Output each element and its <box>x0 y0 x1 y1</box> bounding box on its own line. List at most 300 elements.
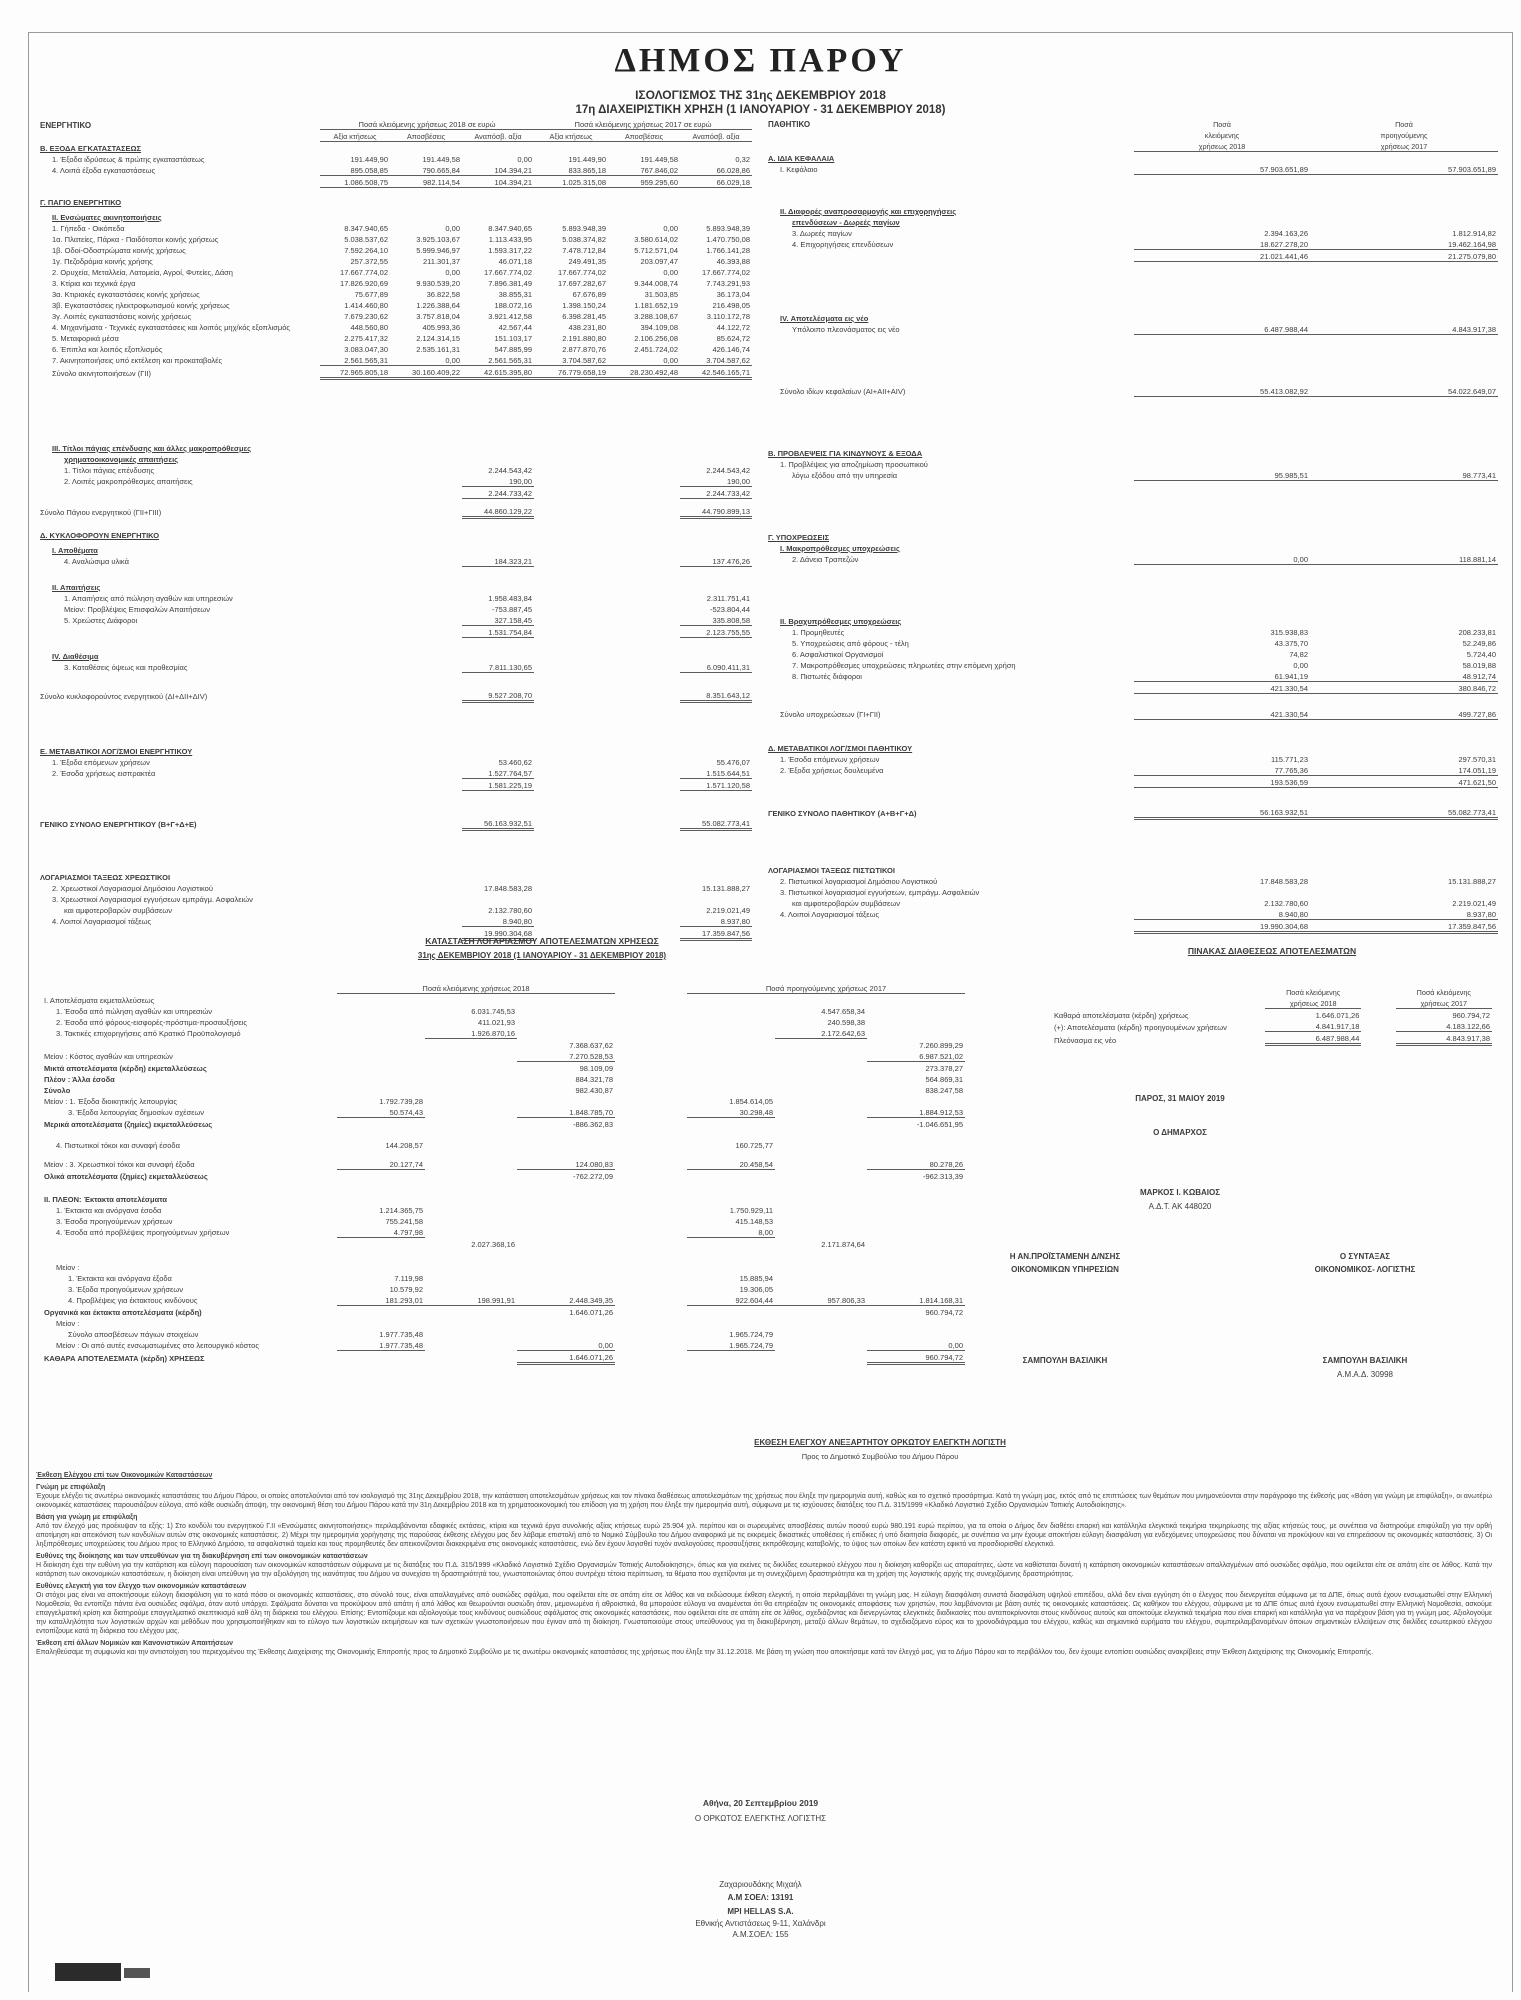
amount-cell: 982.114,54 <box>390 175 462 187</box>
amount-cell: 18.627.278,20 <box>1134 238 1310 250</box>
amount-cell <box>390 767 462 779</box>
amount-cell: 3.110.172,78 <box>706 311 750 321</box>
amount-cell: 3.083.047,30 <box>344 344 388 354</box>
amount-cell: 1.414.460,80 <box>344 300 388 310</box>
table-row <box>38 778 752 790</box>
table-row <box>42 1350 1042 1363</box>
row-label: Ι. Αποθέματα <box>52 545 98 555</box>
gap-cell <box>615 1061 687 1073</box>
amount-cell: 17.848.583,28 <box>1260 876 1308 886</box>
income-rows <box>42 994 1042 1364</box>
amount-cell: 151.103,17 <box>494 333 532 343</box>
amount-cell: 957.806,33 <box>775 1294 867 1306</box>
amount-cell <box>320 904 390 915</box>
amount-cell: 1.646.071,26 <box>517 1350 615 1363</box>
table-row <box>766 708 1498 720</box>
amount-cell: 190,00 <box>462 475 534 487</box>
row-label: 5. Υποχρεώσεις από φόρους - τέλη <box>792 638 909 648</box>
amount-cell: 1.593.317,22 <box>488 245 532 255</box>
row-label: 2. Έξοδα χρήσεως δουλευμένα <box>780 766 884 775</box>
amount-cell <box>608 778 680 790</box>
amount-cell <box>608 486 680 498</box>
amount-cell: 5.038.537,62 <box>344 234 388 244</box>
table-row <box>42 1294 1042 1306</box>
row-label: Μείον : 3. Χρεωστικοί τόκοι και συναφή έξοδα <box>44 1160 195 1169</box>
amount-cell <box>608 625 680 637</box>
amount-cell: 54.022.649,07 <box>1310 385 1498 397</box>
amount-cell: 30.298,48 <box>687 1106 775 1118</box>
amount-cell <box>608 464 680 475</box>
table-row <box>766 458 1498 469</box>
amount-cell <box>425 1226 517 1238</box>
spacer-row <box>42 1181 1042 1193</box>
amount-cell: 67.676,89 <box>572 289 606 299</box>
amount-cell: 72.965.805,18 <box>320 365 390 378</box>
amount-cell: 74,82 <box>1289 649 1308 659</box>
amount-cell: 7.260.899,29 <box>919 1040 963 1050</box>
table-row <box>766 396 1498 447</box>
row-label: 1. Έσοδα από πώληση αγαθών και υπηρεσιών <box>56 1006 212 1016</box>
amount-cell: 6.487.988,44 <box>1265 1032 1361 1045</box>
row-label <box>38 778 320 790</box>
spacer-cell <box>766 140 1134 152</box>
amount-cell: 0,32 <box>735 154 750 164</box>
amount-cell: 1.214.365,75 <box>379 1205 423 1215</box>
table-row <box>38 453 752 464</box>
amount-cell: 188.072,16 <box>494 300 532 310</box>
amount-cell: 6.398.281,45 <box>562 311 606 321</box>
amount-cell: 5.712.571,04 <box>634 245 678 255</box>
amount-cell: 30.160.409,22 <box>390 365 462 378</box>
amount-cell: 8.937,80 <box>1310 908 1498 920</box>
amount-cell <box>517 1237 615 1249</box>
amount-cell <box>867 1095 965 1106</box>
amount-cell: 1.531.754,84 <box>462 625 534 637</box>
table-row <box>38 321 752 332</box>
spacer-cell <box>615 982 687 994</box>
gap-cell <box>615 1027 687 1039</box>
gap-cell <box>615 1272 687 1283</box>
table-row <box>42 1305 1042 1317</box>
table-row <box>42 1249 1042 1261</box>
amount-cell: -1.046.651,95 <box>916 1119 963 1129</box>
amount-cell: 1.814.168,31 <box>867 1294 965 1306</box>
doc-subtitle-2: 17η ΔΙΑΧΕΙΡΙΣΤΙΚΗ ΧΡΗΣΗ (1 ΙΑΝΟΥΑΡΙΟΥ - 31 ΔΕΚΕΜΒΡΙΟΥ 2018) <box>575 104 946 116</box>
amount-cell: 1.571.120,58 <box>680 778 752 790</box>
row-label <box>766 249 1134 261</box>
amount-cell: 66.028,86 <box>680 164 752 176</box>
note-heading: Γνώμη με επιφύλαξη <box>36 1484 106 1491</box>
amount-cell: 2.027.368,16 <box>471 1239 515 1249</box>
amount-cell: 2.124.314,15 <box>416 333 460 343</box>
amount-cell <box>425 1283 517 1294</box>
amount-cell <box>867 1204 965 1215</box>
row-label: 4. Έσοδα από προβλέψεις προηγούμενων χρήσεων <box>56 1228 230 1237</box>
amount-cell: 55.476,07 <box>716 757 750 767</box>
amount-cell: 124.080,83 <box>517 1158 615 1170</box>
amount-cell: 1.646.071,26 <box>1315 1011 1360 1020</box>
table-row <box>766 564 1498 615</box>
row-label <box>766 919 1134 932</box>
table-row <box>766 480 1498 531</box>
row-label: Πλέον : Άλλα έσοδα <box>44 1074 115 1084</box>
amount-cell: 2.106.256,08 <box>634 333 678 343</box>
row-label: ΛΟΓΑΡΙΑΣΜΟΙ ΤΑΞΕΩΣ ΠΙΣΤΩΤΙΚΟΙ <box>768 865 895 875</box>
row-label: Ι. Κεφάλαιο <box>780 165 818 174</box>
assets-col-group-2017: Ποσά κλειόμενης χρήσεως 2017 σε ευρώ <box>534 118 752 130</box>
amount-cell: 273.378,27 <box>925 1063 963 1073</box>
amount-cell <box>425 1305 517 1317</box>
amount-cell <box>425 1328 517 1339</box>
table-row <box>42 1016 1042 1027</box>
doc-subtitle-1: ΙΣΟΛΟΓΙΣΜΟΣ ΤΗΣ 31ης ΔΕΚΕΜΒΡΙΟΥ 2018 <box>635 88 886 102</box>
amount-cell: 2.561.565,31 <box>462 354 534 366</box>
amount-cell: 4.547.658,34 <box>821 1006 865 1016</box>
table-row <box>766 719 1498 742</box>
amount-cell: 52.249,86 <box>1462 638 1496 648</box>
amount-cell <box>517 1027 615 1039</box>
spacer-row <box>38 701 752 745</box>
row-label: Μικτά αποτελέσματα (κέρδη) εκμεταλλεύσεως <box>44 1063 207 1073</box>
amount-cell <box>390 592 462 603</box>
amount-cell <box>534 475 608 487</box>
amount-cell <box>775 1305 867 1317</box>
gap-cell <box>615 1050 687 1062</box>
amount-cell: 1.977.735,48 <box>337 1339 425 1351</box>
row-label: 4. Επιχορηγήσεις επενδύσεων <box>792 240 894 249</box>
spacer-row <box>38 378 752 442</box>
row-label: 5. Χρεώστες Διάφοροι <box>64 616 138 625</box>
amount-cell: 6.487.988,44 <box>1134 323 1310 335</box>
amount-cell: 335.808,58 <box>680 614 752 626</box>
amount-cell: 982.430,87 <box>575 1085 613 1095</box>
auditor-name: Ζαχαριουδάκης Μιχαήλ <box>719 1880 802 1889</box>
income-statement <box>42 936 1042 1365</box>
amount-cell: 1.977.735,48 <box>379 1329 423 1339</box>
amount-cell: 211.301,37 <box>423 256 460 266</box>
amount-cell <box>425 1038 517 1050</box>
row-label: ΙΙ. ΠΛΕΟΝ: Έκτακτα αποτελέσματα <box>44 1194 167 1204</box>
gap-cell <box>615 1350 687 1363</box>
amount-cell: 21.021.441,46 <box>1134 249 1310 261</box>
row-label: λόγω εξόδου από την υπηρεσία <box>792 471 898 480</box>
amount-cell: 315.938,83 <box>1270 627 1308 637</box>
table-row <box>42 1272 1042 1283</box>
table-row <box>42 1215 1042 1226</box>
row-label: 1. Προβλέψεις για αποζημίωση προσωπικού <box>780 459 928 469</box>
amount-cell <box>337 1117 425 1129</box>
gap-cell <box>615 1283 687 1294</box>
amount-cell <box>534 505 608 518</box>
row-label: επενδύσεων - Δωρεές παγίων <box>792 217 900 227</box>
row-label: 4. Μηχανήματα - Τεχνικές εγκαταστάσεις και λοιπός μηχ/κός εξοπλισμός <box>52 322 291 332</box>
amount-cell: 2.219.021,49 <box>706 905 750 915</box>
amount-cell: 17.667.774,02 <box>702 267 750 277</box>
amount-cell <box>320 625 390 637</box>
row-label <box>42 1237 337 1249</box>
amount-cell: 80.278,26 <box>867 1158 965 1170</box>
amount-cell: 118.881,14 <box>1310 553 1498 565</box>
table-row <box>38 164 752 176</box>
amount-cell: 75.677,89 <box>354 289 388 299</box>
amount-cell <box>867 1237 965 1249</box>
amount-cell: 57.903.651,89 <box>1134 163 1310 175</box>
row-label: Β. ΕΞΟΔΑ ΕΓΚΑΤΑΣΤΑΣΕΩΣ <box>40 143 142 153</box>
table-row <box>42 1095 1042 1106</box>
amount-cell: 438.231,80 <box>568 322 606 332</box>
amount-cell <box>425 1158 517 1170</box>
amount-cell <box>337 1038 425 1050</box>
amount-cell: 85.624,72 <box>716 333 750 343</box>
amount-cell: 9.930.539,20 <box>416 278 460 288</box>
gap-cell <box>615 1005 687 1016</box>
amount-cell <box>775 1272 867 1283</box>
amount-cell <box>687 1061 775 1073</box>
amount-cell: 2.244.733,42 <box>462 486 534 498</box>
amount-cell: 8.940,80 <box>462 915 534 927</box>
assets-rows <box>38 142 752 940</box>
amount-cell: 15.131.888,27 <box>702 883 750 893</box>
spacer-cell <box>42 982 337 994</box>
amount-cell: 160.725,77 <box>735 1140 773 1150</box>
amount-cell: 17.667.774,02 <box>340 267 388 277</box>
amount-cell <box>337 1237 425 1249</box>
amount-cell: 1.884.912,53 <box>867 1106 965 1118</box>
amount-cell <box>775 1339 867 1351</box>
amount-cell <box>320 778 390 790</box>
table-row <box>42 1181 1042 1193</box>
spacer-row <box>766 480 1498 531</box>
amount-cell: 1.958.483,84 <box>488 593 532 603</box>
spacer-row <box>38 637 752 650</box>
amount-cell <box>517 1016 615 1027</box>
amount-cell <box>534 915 608 927</box>
amount-cell <box>390 603 462 614</box>
table-row <box>38 365 752 378</box>
amount-cell: 5.038.374,82 <box>562 234 606 244</box>
table-row <box>38 581 752 592</box>
spacer-row <box>766 719 1498 742</box>
amount-cell <box>320 603 390 614</box>
amount-cell: 380.846,72 <box>1310 681 1498 693</box>
table-row <box>38 142 752 153</box>
audit-date: Αθήνα, 20 Σεπτεμβρίου 2019 <box>702 1798 819 1808</box>
scan-artifact <box>55 1963 121 1981</box>
table-row <box>766 775 1498 787</box>
table-row <box>766 261 1498 312</box>
table-row <box>766 648 1498 659</box>
amount-cell <box>534 767 608 779</box>
amount-cell: 77.765,36 <box>1134 764 1310 776</box>
table-row <box>38 882 752 893</box>
spacer-row <box>766 693 1498 708</box>
table-row <box>38 310 752 321</box>
table-row <box>38 505 752 518</box>
amount-cell: 0,00 <box>445 223 460 233</box>
table-row <box>766 238 1498 250</box>
amount-cell <box>608 592 680 603</box>
audit-firm-address: Εθνικής Αντιστάσεως 9-11, Χαλάνδρι <box>695 1919 826 1928</box>
row-label: Μερικά αποτελέσματα (ζημίες) εκμεταλλεύσεως <box>44 1119 213 1129</box>
amount-cell: 1.226.388,64 <box>416 300 460 310</box>
gap-cell <box>615 1016 687 1027</box>
amount-cell <box>534 464 608 475</box>
row-label: 4. Αναλώσιμα υλικά <box>64 557 129 566</box>
amount-cell: 448.560,80 <box>350 322 388 332</box>
amount-cell: 1.965.724,79 <box>687 1339 775 1351</box>
row-label: Σύνολο <box>44 1085 71 1095</box>
amount-cell: 191.449,58 <box>422 154 460 164</box>
amount-cell <box>425 1084 517 1095</box>
table-row <box>38 871 752 882</box>
row-label: 1. Τίτλοι πάγιας επένδυσης <box>64 465 155 475</box>
note-paragraph: Η διοίκηση έχει την ευθύνη για την κατάρτιση και εύλογη παρουσίαση των οικονομικών καταστάσεων σύμφωνα με τις διατάξεις του Π.Δ. 315/1999 «Κλαδικό Λογιστικό Σχέδιο Οργανισμών Τοπικής Αυτοδιοίκησης», όπως και για εκείνες τις δικλίδες εσωτερικού ελέγχου που η διοίκηση καθορίζει ως απαραίτητες, ώστε να καθίσταται δυνατή η κατάρτιση οικονομικών καταστάσεων απαλλαγμένων από ουσιώδες σφάλμα, που οφείλεται είτε σε απάτη είτε σε λάθος. Κατά την κατάρτιση των οικονομικών καταστάσεων, η διοίκηση είναι υπεύθυνη για την αξιολόγηση της ικανότητας του Δήμου να συνεχίσει τη δραστηριότητά του, γνωστοποιώντας όπου συντρέχει τέτοια περίπτωση, τα θέματα που σχετίζονται με τη συνεχιζόμενη δραστηριότητα και τη χρήση της λογιστικής αρχής της συνεχιζόμενης δραστηριότητας. <box>36 1562 1492 1578</box>
amount-cell: 104.394,21 <box>462 175 534 187</box>
amount-cell: 3.925.103,67 <box>416 234 460 244</box>
amount-cell <box>867 1328 965 1339</box>
amount-cell <box>320 614 390 626</box>
amount-cell <box>337 1169 425 1181</box>
table-row <box>38 614 752 626</box>
amount-cell: 174.051,19 <box>1310 764 1498 776</box>
table-row <box>766 216 1498 227</box>
table-row <box>38 603 752 614</box>
amount-cell <box>320 882 390 893</box>
auditor-registration: Α.Μ ΣΟΕΛ: 13191 <box>727 1893 794 1902</box>
spacer-row <box>38 829 752 871</box>
amount-cell: 790.665,84 <box>390 164 462 176</box>
table-row <box>38 756 752 767</box>
table-row <box>38 187 752 196</box>
table-row <box>42 1084 1042 1095</box>
amount-cell: 17.667.774,02 <box>558 267 606 277</box>
row-label: Σύνολο αποσβέσεων πάγιων στοιχείων <box>68 1329 199 1339</box>
table-row <box>766 637 1498 648</box>
amount-cell: 184.323,21 <box>462 555 534 567</box>
liabilities-title: ΠΑΘΗΤΙΚΟ <box>768 120 811 129</box>
table-row <box>766 385 1498 397</box>
row-label: Α. ΙΔΙΑ ΚΕΦΑΛΑΙΑ <box>768 153 835 163</box>
amount-cell: 240.598,38 <box>827 1017 865 1027</box>
amount-cell <box>425 1139 517 1150</box>
table-row <box>38 689 752 702</box>
table-row <box>766 897 1498 908</box>
gap-cell <box>615 1339 687 1351</box>
signature-accountant-id: Α.Μ.Α.Δ. 30998 <box>1336 1370 1394 1379</box>
amount-cell <box>390 475 462 487</box>
gap-cell <box>615 1204 687 1215</box>
amount-cell <box>775 1283 867 1294</box>
liab-col-2018: χρήσεως 2018 <box>1134 140 1310 152</box>
amount-cell <box>337 1305 425 1317</box>
amount-cell <box>390 505 462 518</box>
table-row <box>38 672 752 689</box>
row-label: Ε. ΜΕΤΑΒΑΤΙΚΟΙ ΛΟΓ/ΣΜΟΙ ΕΝΕΡΓΗΤΙΚΟΥ <box>40 746 193 756</box>
amount-cell: 394.109,08 <box>640 322 678 332</box>
amount-cell: 28.230.492,48 <box>608 365 680 378</box>
row-label: 3β. Εγκαταστάσεις ηλεκτροφωτισμού κοινής χρήσεως <box>52 300 230 310</box>
row-label <box>766 775 1134 787</box>
amount-cell: 8.937,80 <box>680 915 752 927</box>
row-label: Οργανικά και έκτακτα αποτελέσματα (κέρδη) <box>44 1307 202 1317</box>
table-row <box>766 249 1498 261</box>
table-row <box>38 464 752 475</box>
amount-cell: 76.779.658,19 <box>534 365 608 378</box>
row-label: ΚΑΘΑΡΑ ΑΠΟΤΕΛΕΣΜΑΤΑ (κέρδη) ΧΡΗΣΕΩΣ <box>44 1354 205 1363</box>
amount-cell: 66.029,18 <box>680 175 752 187</box>
distribution-title: ΠΙΝΑΚΑΣ ΔΙΑΘΕΣΕΩΣ ΑΠΟΤΕΛΕΣΜΑΤΩΝ <box>1187 946 1357 956</box>
amount-cell <box>425 1050 517 1062</box>
amount-cell <box>425 1106 517 1118</box>
row-label: 1. Έκτακτα και ανόργανα έξοδα <box>68 1273 172 1283</box>
dist-col-2018: χρήσεως 2018 <box>1265 997 1361 1009</box>
table-row <box>42 1150 1042 1158</box>
row-label: και αμφοτεροβαρών συμβάσεων <box>792 898 900 908</box>
amount-cell: 42.567,44 <box>498 322 532 332</box>
amount-cell: 191.449,90 <box>350 154 388 164</box>
row-label: ΛΟΓΑΡΙΑΣΜΟΙ ΤΑΞΕΩΣ ΧΡΕΩΣΤΙΚΟΙ <box>40 872 171 882</box>
amount-cell <box>390 756 462 767</box>
table-row <box>42 1139 1042 1150</box>
amount-cell <box>687 1016 775 1027</box>
row-label: 1γ. Πεζοδρόμια κοινής χρήσης <box>52 256 153 266</box>
amount-cell: 3.921.412,58 <box>488 311 532 321</box>
amount-cell: 547.885,99 <box>494 344 532 354</box>
spacer-cell <box>1052 986 1265 997</box>
amount-cell: 1.470.750,08 <box>706 234 750 244</box>
amount-cell <box>608 767 680 779</box>
amount-cell: 9.527.208,70 <box>462 689 534 702</box>
amount-cell <box>390 778 462 790</box>
amount-cell <box>425 1095 517 1106</box>
dist-col-2018: Ποσά κλειόμενης <box>1286 988 1341 997</box>
amount-cell: 20.458,54 <box>687 1158 775 1170</box>
note-heading: Έκθεση Ελέγχου επί των Οικονομικών Καταστάσεων <box>36 1472 213 1479</box>
amount-cell: 471.621,50 <box>1310 775 1498 787</box>
amount-cell: 8,00 <box>687 1226 775 1238</box>
row-label: 2. Δάνεια Τραπεζών <box>792 555 859 564</box>
gap-cell <box>1361 1032 1395 1045</box>
income-title: ΚΑΤΑΣΤΑΣΗ ΛΟΓΑΡΙΑΣΜΟΥ ΑΠΟΤΕΛΕΣΜΑΤΩΝ ΧΡΗΣΕΩΣ <box>425 936 659 946</box>
table-row <box>766 670 1498 682</box>
assets-subcol: Αναπόσβ. αξία <box>680 130 752 142</box>
row-label: ΙΙ. Διαφορές αναπροσαρμογής και επιχορηγήσεις <box>780 206 957 216</box>
table-row <box>42 1073 1042 1084</box>
row-label: Ι. Αποτελέσματα εκμεταλλεύσεως <box>44 995 155 1005</box>
amount-cell: 46.071,18 <box>498 256 532 266</box>
amount-cell <box>534 817 608 830</box>
amount-cell: 2.171.874,64 <box>821 1239 865 1249</box>
amount-cell: 21.275.079,80 <box>1310 249 1498 261</box>
table-row <box>38 442 752 453</box>
table-row <box>38 829 752 871</box>
amount-cell: 17.826.920,69 <box>340 278 388 288</box>
amount-cell: 0,00 <box>445 267 460 277</box>
row-label: (+): Αποτελέσματα (κέρδη) προηγουμένων χρήσεων <box>1054 1022 1227 1032</box>
table-row <box>766 469 1498 481</box>
table-row <box>42 1339 1042 1351</box>
amount-cell: 95.985,51 <box>1134 469 1310 481</box>
note-paragraph: Επαληθεύσαμε τη συμφωνία και την αντιστοίχιση του περιεχομένου της Έκθεσης Διαχείρισης της Οικονομικής Επιτροπής προς το Δημοτικό Συμβούλιο με τις ανωτέρω οικονομικές καταστάσεις της χρήσεως που έληξε την 31.12.2018. Με βάση τη γνώση που αποκτήσαμε κατά τον έλεγχό μας, για το Δήμο Πάρου και το περιβάλλον του, δεν έχουμε εντοπίσει ουσιώδεις ανακρίβειες στην Έκθεση Διαχείρισης της Οικονομικής Επιτροπής. <box>36 1649 1374 1656</box>
row-label: 1. Γήπεδα - Οικόπεδα <box>52 223 125 233</box>
gap-cell <box>615 1084 687 1095</box>
table-row <box>766 163 1498 175</box>
amount-cell: 1.581.225,19 <box>462 778 534 790</box>
amount-cell: 7.743.291,93 <box>706 278 750 288</box>
table-row <box>38 661 752 673</box>
row-label: Γ. ΥΠΟΧΡΕΩΣΕΙΣ <box>768 532 830 542</box>
amount-cell: 2.275.417,32 <box>344 333 388 343</box>
